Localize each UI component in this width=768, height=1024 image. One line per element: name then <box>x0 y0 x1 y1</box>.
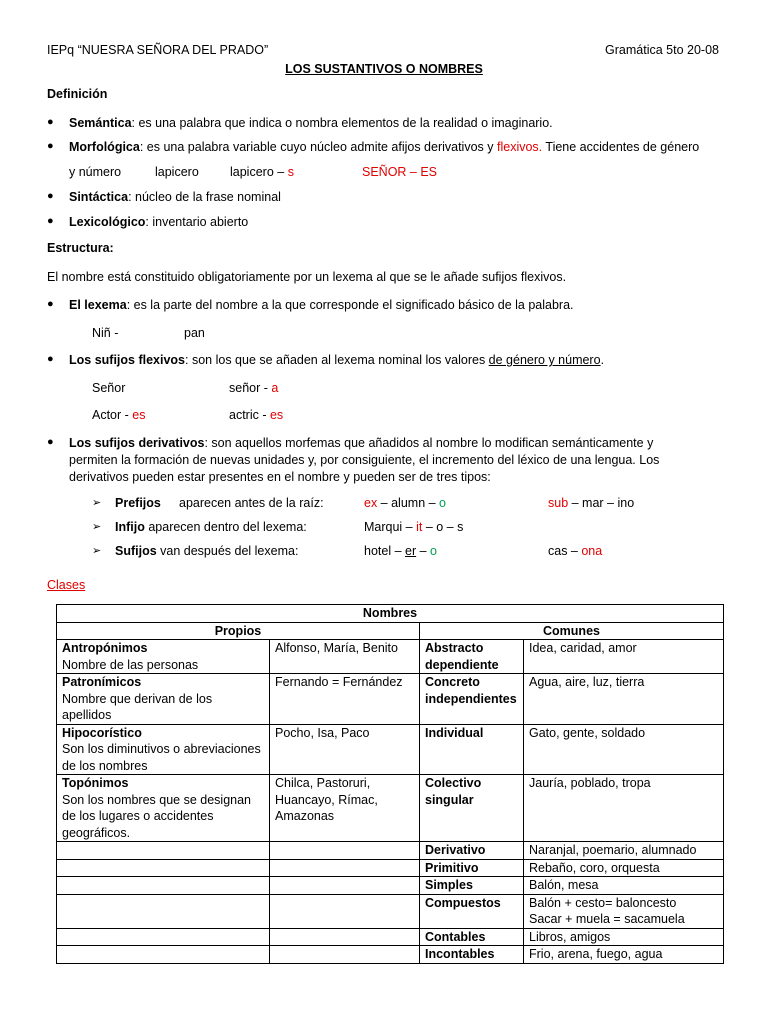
propio-desc: Nombre de las personas <box>62 657 199 672</box>
comun-term: Derivativo <box>420 842 524 860</box>
propio-cell <box>57 674 270 725</box>
column-header-comunes: Comunes <box>420 622 724 640</box>
comun-term: Compuestos <box>420 894 524 928</box>
example-text: cas – ona <box>548 544 603 558</box>
propio-cell <box>57 842 270 860</box>
comun-term: Contables <box>420 928 524 946</box>
table-row <box>57 946 724 964</box>
propio-example <box>270 842 420 860</box>
morfologica-item <box>69 140 699 154</box>
comun-example: Idea, caridad, amor <box>529 641 637 655</box>
propio-example: Chilca, Pastoruri, Huancayo, Rímac, Amazonas <box>270 775 420 842</box>
propio-example <box>270 894 420 928</box>
infijo-item: Infijo aparecen dentro del lexema: <box>115 520 307 534</box>
lexicologico-item: Lexicológico: inventario abierto <box>69 215 249 229</box>
bullet-icon: ● <box>47 436 54 448</box>
definition-text: : es una palabra que indica o nombra elementos de la realidad o imaginario. <box>131 116 553 130</box>
bullet-icon: ● <box>47 140 54 152</box>
example-text: SEÑOR – ES <box>362 165 438 179</box>
school-name: IEPq “NUESRA SEÑORA DEL PRADO” <box>47 43 269 57</box>
comun-example-cell <box>524 928 724 946</box>
example-text: hotel – er – o <box>364 544 437 558</box>
term: Semántica <box>69 116 132 130</box>
propio-cell <box>57 928 270 946</box>
bullet-icon: ● <box>47 215 54 227</box>
comun-example-cell <box>524 894 724 928</box>
flexivos-item: Los sufijos flexivos: son los que se añaden al lexema nominal los valores de género y número. <box>69 353 605 367</box>
comun-example-cell <box>524 640 724 674</box>
example-text: lapicero – s <box>230 165 294 179</box>
sintactica-item: Sintáctica: núcleo de la frase nominal <box>69 190 281 204</box>
comun-example: Gato, gente, soldado <box>529 725 646 740</box>
clases-table <box>56 604 724 964</box>
comun-example-cell <box>524 877 724 895</box>
propio-term: Antropónimos <box>62 641 148 655</box>
propio-example <box>270 859 420 877</box>
column-header-propios: Propios <box>57 622 420 640</box>
comun-example-cell <box>524 724 724 775</box>
example-text: ex – alumn – o <box>364 496 446 510</box>
definition-text: Tiene accidentes de género <box>542 140 700 154</box>
derivativos-text: derivativos pueden estar presentes en el nombre y pueden ser de tres tipos: <box>69 470 491 484</box>
example-text: lapicero <box>155 165 199 179</box>
comun-example-cell <box>524 674 724 725</box>
propio-term: Topónimos <box>62 776 129 790</box>
comun-example: Agua, aire, luz, tierra <box>529 675 645 689</box>
definition-text: : es una palabra variable cuyo núcleo admite afijos derivativos y <box>139 140 497 154</box>
arrow-icon: ➢ <box>92 521 102 533</box>
table-row <box>57 640 724 674</box>
propio-desc: Son los diminutivos o abreviaciones de los nombres <box>62 742 261 773</box>
table-row <box>57 877 724 895</box>
comun-term: Abstracto dependiente <box>420 640 524 674</box>
table-row <box>57 674 724 725</box>
clases-heading: Clases <box>47 578 86 592</box>
propio-example <box>270 877 420 895</box>
course-label: Gramática 5to 20-08 <box>605 43 719 57</box>
arrow-icon: ➢ <box>92 545 102 557</box>
propio-cell <box>57 724 270 775</box>
definicion-heading: Definición <box>47 87 108 101</box>
bullet-icon: ● <box>47 190 54 202</box>
term: Morfológica <box>69 140 140 154</box>
example-text: actric - es <box>229 408 284 422</box>
comun-example-cell <box>524 842 724 860</box>
lexema-item: El lexema: es la parte del nombre a la que corresponde el significado básico de la palabra. <box>69 298 574 312</box>
example-text: Marqui – it – o – s <box>364 520 464 534</box>
propio-term: Patronímicos <box>62 675 142 689</box>
propio-cell <box>57 894 270 928</box>
example-text: Actor - es <box>92 408 146 422</box>
propio-example: Alfonso, María, Benito <box>270 640 420 674</box>
propio-cell <box>57 859 270 877</box>
propio-desc: Nombre que derivan de los apellidos <box>62 691 213 722</box>
propio-cell <box>57 946 270 964</box>
comun-example: Frio, arena, fuego, agua <box>529 947 663 961</box>
comun-example: Jauría, poblado, tropa <box>529 776 651 790</box>
comun-example-cell <box>524 946 724 964</box>
comun-example: Naranjal, poemario, alumnado <box>529 843 697 857</box>
page-title: LOS SUSTANTIVOS O NOMBRES <box>285 62 483 76</box>
propio-term: Hipocorístico <box>62 725 142 740</box>
derivativos-text: permiten la formación de nuevas unidades y, por consiguiente, el incremento del léxico de una lengua. Los <box>69 453 660 467</box>
derivativos-item: Los sufijos derivativos: son aquellos morfemas que añadidos al nombre lo modifican semánticamente y <box>69 436 654 450</box>
bullet-icon: ● <box>47 353 54 365</box>
propio-example <box>270 928 420 946</box>
table-row <box>57 842 724 860</box>
comun-term: Simples <box>420 877 524 895</box>
example-text: y número <box>69 165 122 179</box>
comun-example-cell <box>524 775 724 842</box>
comun-term: Concreto independientes <box>420 674 524 725</box>
sufijos-item: Sufijos van después del lexema: <box>115 544 299 558</box>
propio-cell <box>57 775 270 842</box>
example-text: pan <box>184 326 205 340</box>
comun-term: Individual <box>420 724 524 775</box>
propio-example: Fernando = Fernández <box>270 674 420 725</box>
comun-term: Primitivo <box>420 859 524 877</box>
comun-example: Balón + cesto= baloncesto <box>529 895 677 910</box>
table-row <box>57 928 724 946</box>
prefijos-text: aparecen antes de la raíz: <box>179 496 324 510</box>
estructura-intro: El nombre está constituido obligatoriamente por un lexema al que se le añade sufijos flexivos. <box>47 270 567 284</box>
comun-example: Balón, mesa <box>529 878 599 892</box>
estructura-heading: Estructura: <box>47 241 114 255</box>
table-row <box>57 859 724 877</box>
table-row <box>57 724 724 775</box>
highlight-text: flexivos. <box>497 140 543 154</box>
arrow-icon: ➢ <box>92 497 102 509</box>
example-text: señor - a <box>229 381 279 395</box>
propio-cell <box>57 877 270 895</box>
example-text: Señor <box>92 381 126 395</box>
comun-example: Rebaño, coro, orquesta <box>529 860 660 875</box>
table-row <box>57 894 724 928</box>
example-text: sub – mar – ino <box>548 496 635 510</box>
example-text: Niñ - <box>92 326 119 340</box>
bullet-icon: ● <box>47 298 54 310</box>
bullet-icon: ● <box>47 116 54 128</box>
comun-example: Sacar + muela = sacamuela <box>529 912 685 926</box>
propio-example: Pocho, Isa, Paco <box>270 724 420 775</box>
comun-example-cell <box>524 859 724 877</box>
table-row <box>57 775 724 842</box>
comun-term: Colectivo singular <box>420 775 524 842</box>
comun-term: Incontables <box>420 946 524 964</box>
prefijos-term: Prefijos <box>115 496 161 510</box>
propio-cell <box>57 640 270 674</box>
propio-desc: Son los nombres que se designan de los lugares o accidentes geográficos. <box>62 792 252 840</box>
comun-example: Libros, amigos <box>529 929 611 944</box>
propio-example <box>270 946 420 964</box>
table-title: Nombres <box>57 605 724 623</box>
semantica-item <box>69 116 553 130</box>
